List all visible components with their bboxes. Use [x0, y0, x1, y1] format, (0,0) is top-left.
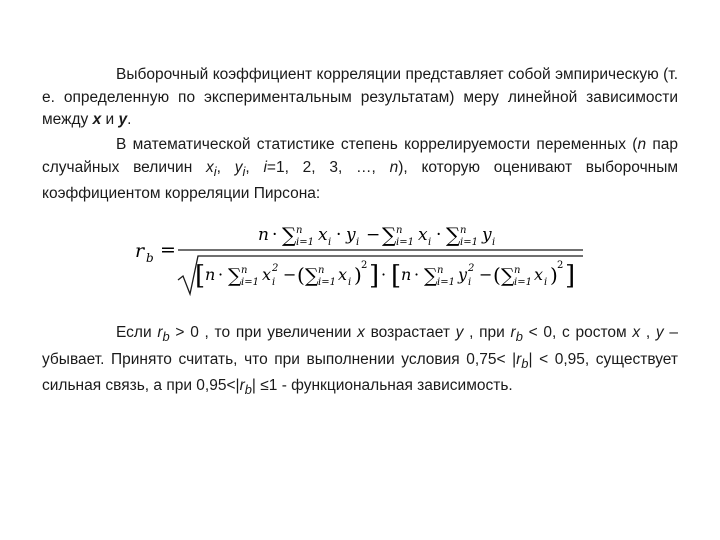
svg-text:∑: ∑	[501, 265, 515, 287]
svg-text:n: n	[396, 225, 403, 236]
paragraph-interpretation	[42, 322, 678, 402]
index-range: =1, 2, 3, …,	[266, 158, 390, 176]
var-r: r	[157, 324, 163, 341]
svg-text:i: i	[356, 237, 360, 248]
var-x: x	[357, 324, 365, 341]
svg-text:·: ·	[436, 225, 442, 245]
svg-text:x: x	[338, 265, 348, 284]
formula-eq: =	[160, 239, 176, 261]
svg-text:): )	[550, 263, 558, 287]
svg-text:−: −	[479, 265, 493, 284]
svg-text:i: i	[428, 237, 432, 248]
svg-text:n: n	[205, 265, 216, 284]
svg-text:·: ·	[381, 265, 387, 284]
svg-text:n: n	[460, 225, 467, 236]
sub-b: b	[244, 382, 252, 398]
svg-text:·: ·	[414, 265, 420, 284]
formula-denominator	[195, 260, 575, 291]
svg-text:i=1: i=1	[514, 277, 532, 288]
var-yi: y	[234, 158, 243, 176]
svg-text:i=1: i=1	[241, 277, 259, 288]
var-i: i	[263, 158, 267, 176]
svg-text:i: i	[328, 237, 332, 248]
svg-text:y: y	[458, 265, 468, 284]
svg-text:∑: ∑	[424, 265, 438, 287]
var-r: r	[510, 324, 516, 341]
svg-text:∑: ∑	[282, 223, 297, 247]
svg-text:2: 2	[557, 260, 564, 271]
sub-i: i	[242, 163, 246, 179]
svg-text:−: −	[283, 265, 297, 284]
svg-text:n: n	[318, 265, 325, 276]
svg-text:x: x	[318, 225, 328, 245]
var-r: r	[516, 350, 522, 368]
svg-text:n: n	[514, 265, 521, 276]
p3-t8: | < 0,95, существует сильная связь, а при 0,95<|	[42, 350, 679, 395]
svg-text:i: i	[492, 237, 496, 248]
var-xi: x	[206, 158, 214, 176]
svg-text:i=1: i=1	[318, 277, 336, 288]
comma: ,	[245, 158, 264, 176]
svg-text:2: 2	[361, 260, 368, 271]
svg-text:·: ·	[218, 265, 224, 284]
svg-text:·: ·	[336, 225, 342, 245]
svg-text:∑: ∑	[305, 265, 319, 287]
p1-text-a: Выборочный коэффициент корреляции представляет собой эмпирическую (т. е. определенную по экспериментальным результатам) меру линейной зависимости между	[42, 66, 678, 128]
formula-numerator	[258, 223, 495, 248]
p3-t3: возрастает	[364, 324, 456, 341]
var-y: y	[118, 111, 128, 128]
svg-text:]: ]	[369, 261, 380, 291]
svg-text:i: i	[468, 277, 472, 288]
svg-text:(: (	[493, 263, 501, 287]
p2-text-a: В математической статистике степень коррелируемости переменных (	[116, 136, 638, 153]
svg-text:i: i	[544, 277, 548, 288]
sqrt-sign	[178, 256, 583, 294]
svg-text:(: (	[297, 263, 305, 287]
svg-text:x: x	[418, 225, 428, 245]
p3-t7: – убывает. Принято считать, что при выполнении условия 0,75< |	[42, 324, 679, 368]
svg-text:i=1: i=1	[396, 237, 414, 248]
p2-text-b: пар случайных величин	[42, 136, 678, 176]
formula-lhs-sub: b	[146, 251, 154, 265]
svg-text:n: n	[241, 265, 248, 276]
p1-text-c: .	[127, 111, 132, 128]
sub-b: b	[515, 329, 523, 345]
svg-text:n: n	[296, 225, 303, 236]
sub-b: b	[521, 355, 529, 371]
p3-t6: ,	[640, 324, 656, 341]
svg-text:[: [	[391, 261, 402, 291]
formula-lhs: r	[135, 240, 145, 262]
svg-text:∑: ∑	[446, 223, 461, 247]
p2-text-c: ), которую оценивают выборочным коэффициентом корреляции Пирсона:	[42, 158, 679, 203]
svg-text:[: [	[195, 261, 206, 291]
sub-i: i	[213, 163, 217, 179]
var-y: y	[455, 324, 464, 341]
p3-t4: , при	[463, 324, 511, 341]
svg-text:i=1: i=1	[296, 237, 314, 248]
svg-text:x: x	[534, 265, 544, 284]
var-x: x	[632, 324, 641, 341]
svg-text:n: n	[258, 225, 269, 245]
svg-text:n: n	[401, 265, 412, 284]
svg-text:i=1: i=1	[460, 237, 478, 248]
sub-b: b	[162, 329, 170, 345]
svg-text:2: 2	[468, 263, 475, 274]
var-n: n	[389, 158, 399, 176]
comma: ,	[216, 158, 235, 176]
svg-text:∑: ∑	[228, 265, 242, 287]
paragraph-definition	[42, 64, 678, 132]
p3-t5: < 0, с ростом	[522, 324, 633, 341]
svg-text:·: ·	[272, 225, 278, 245]
svg-text:∑: ∑	[382, 223, 397, 247]
svg-text:n: n	[437, 265, 444, 276]
svg-text:i: i	[348, 277, 352, 288]
svg-text:]: ]	[565, 261, 576, 291]
p3-t2: > 0 , то при увеличении	[169, 324, 358, 341]
svg-text:y: y	[482, 225, 492, 245]
var-y: y	[655, 324, 664, 341]
svg-text:i=1: i=1	[437, 277, 455, 288]
svg-text:2: 2	[272, 263, 279, 274]
var-x: x	[92, 111, 102, 128]
p3-t1: Если	[116, 324, 158, 341]
var-r: r	[239, 377, 245, 395]
svg-text:−: −	[366, 225, 381, 245]
var-n: n	[637, 136, 647, 153]
svg-text:x: x	[262, 265, 272, 284]
paragraph-pearson-intro	[42, 134, 678, 206]
p3-t9: | ≤1 - функциональная зависимость.	[251, 377, 513, 395]
svg-text:i: i	[272, 277, 276, 288]
p1-text-b: и	[101, 111, 119, 128]
svg-text:): )	[354, 263, 362, 287]
svg-text:y: y	[346, 225, 356, 245]
